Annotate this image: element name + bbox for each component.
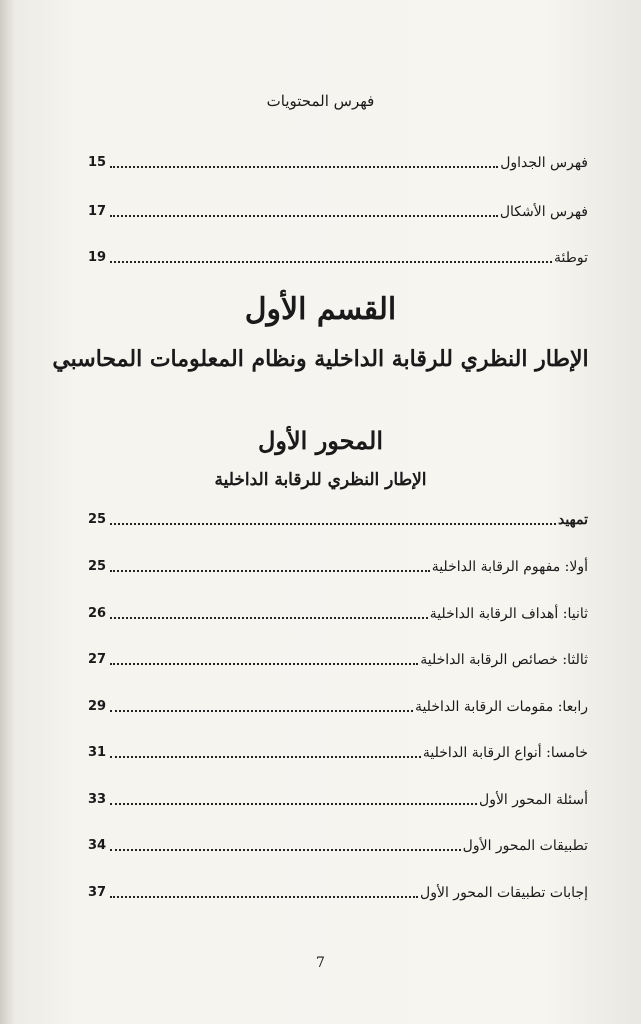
toc-entry-page: 17	[88, 204, 107, 219]
toc-entry-title: أسئلة المحور الأول	[479, 792, 588, 808]
page-edge-shadow	[0, 0, 14, 1024]
toc-entry	[88, 878, 588, 902]
toc-leader-dots	[110, 849, 461, 851]
toc-entry-page: 15	[88, 155, 107, 170]
toc-entry-title: رابعا: مقومات الرقابة الداخلية	[414, 699, 588, 715]
toc-leader-dots	[110, 803, 477, 805]
toc-entry	[88, 197, 588, 221]
toc-entry-title: خامسا: أنواع الرقابة الداخلية	[422, 745, 588, 761]
toc-entry-page: 29	[88, 699, 107, 714]
toc-entry	[88, 738, 588, 762]
toc-leader-dots	[110, 215, 498, 217]
toc-entry-title: تمهيد	[557, 512, 588, 528]
toc-entry	[88, 785, 588, 809]
toc-entry-title: فهرس الجداول	[500, 155, 588, 171]
toc-entry-title: أولا: مفهوم الرقابة الداخلية	[431, 559, 588, 575]
toc-entry	[88, 599, 588, 623]
toc-leader-dots	[110, 261, 552, 263]
toc-leader-dots	[110, 710, 413, 712]
toc-entry-title: توطئة	[553, 250, 588, 266]
toc-entry-page: 34	[88, 838, 107, 853]
toc-entry-page: 19	[88, 250, 107, 265]
toc-entry-title: ثانيا: أهداف الرقابة الداخلية	[429, 606, 588, 622]
section-title: القسم الأول	[244, 292, 397, 327]
axis-subtitle: الإطار النظري للرقابة الداخلية	[214, 470, 427, 490]
toc-entry-page: 25	[88, 559, 107, 574]
toc-entry-page: 37	[88, 885, 107, 900]
axis-title: المحور الأول	[257, 426, 384, 455]
toc-entry	[88, 505, 588, 529]
toc-entry	[88, 645, 588, 669]
toc-entry-page: 33	[88, 792, 107, 807]
toc-entry-title: ثالثا: خصائص الرقابة الداخلية	[420, 652, 588, 668]
toc-entry-page: 26	[88, 606, 107, 621]
page-number: 7	[316, 955, 325, 971]
toc-entry-page: 25	[88, 512, 107, 527]
toc-entry	[88, 831, 588, 855]
toc-entry	[88, 148, 588, 172]
toc-leader-dots	[110, 756, 421, 758]
toc-entry	[88, 243, 588, 267]
toc-entry-title: تطبيقات المحور الأول	[462, 838, 588, 854]
toc-leader-dots	[110, 523, 556, 525]
section-subtitle: الإطار النظري للرقابة الداخلية ونظام المعلومات المحاسبي	[52, 346, 589, 372]
toc-entry	[88, 692, 588, 716]
running-header: فهرس المحتويات	[266, 92, 375, 110]
toc-entry-title: إجابات تطبيقات المحور الأول	[420, 885, 588, 901]
toc-entry-title: فهرس الأشكال	[499, 204, 588, 220]
toc-leader-dots	[110, 617, 428, 619]
toc-leader-dots	[110, 896, 418, 898]
toc-leader-dots	[110, 663, 418, 665]
toc-entry-page: 31	[88, 745, 107, 760]
toc-entry-page: 27	[88, 652, 107, 667]
toc-leader-dots	[110, 166, 498, 168]
toc-leader-dots	[110, 570, 430, 572]
toc-entry	[88, 552, 588, 576]
